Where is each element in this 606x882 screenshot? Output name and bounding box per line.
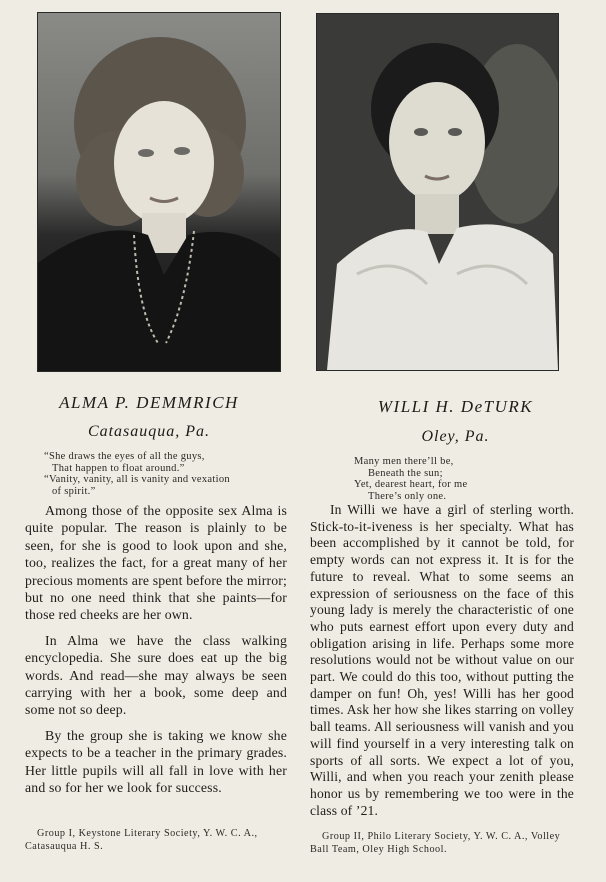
- biography: [25, 502, 287, 805]
- biography-paragraph: Among those of the opposite sex Alma is quite popular. The reason is plainly to be seen, for she is good to look upon and she, too, realizes the fact, for a great many of her precious moments are spent before the mirror; but no one need think that she paints—for those red cheeks are her own.: [25, 503, 287, 623]
- quote-line: “Vanity, vanity, all is vanity and vexation: [44, 474, 230, 485]
- hometown: Oley, Pa.: [421, 428, 490, 445]
- portrait-photo-alma: [37, 12, 281, 372]
- portrait-photo-willi: [316, 13, 559, 371]
- biography: [310, 502, 574, 827]
- quote-line: “She draws the eyes of all the guys,: [44, 451, 205, 462]
- activities-footnote: Group I, Keystone Literary Society, Y. W. C. A., Catasauqua H. S.: [25, 828, 258, 852]
- student-name: ALMA P. DEMMRICH: [59, 393, 239, 412]
- portrait-photo-icon: [317, 14, 558, 370]
- quote: [44, 451, 230, 497]
- quote-line: Beneath the sun;: [368, 467, 443, 479]
- student-name: WILLI H. DeTURK: [377, 397, 534, 416]
- quote-line: That happen to float around.”: [52, 462, 185, 474]
- biography-paragraph: By the group she is taking we know she expects to be a teacher in the primary grades. Her little pupils will all fall in love with her and so for her we look for success.: [25, 727, 287, 796]
- portrait-photo-icon: [38, 13, 280, 371]
- quote-line: Many men there’ll be,: [354, 456, 454, 467]
- hometown: Catasauqua, Pa.: [87, 423, 211, 440]
- quote: [354, 456, 467, 502]
- quote-line: There’s only one.: [368, 490, 447, 502]
- activities-footnote: Group II, Philo Literary Society, Y. W. C. A., Volley Ball Team, Oley High School.: [310, 831, 561, 855]
- biography-paragraph: In Willi we have a girl of sterling worth. Stick-to-it-iveness is her specialty. What has been accomplished by it cannot be told, for empty words can not express it. It is for the future to reveal. What to some seems an expression of seriousness on the face of this young lady is merely the characteristic of one who puts earnest effort upon every duty and obligation arising in life. Perhaps some more resolutions would not be without value on our part. We could do this too, without putting the damper on fun! Oh, yes! Willi has her good times. Ask her how she likes starring on volley ball teams. All seriousness will vanish and you will find yourself in a very interesting talk on sports of all sorts. We expect a lot of you, Willi, and when you reach your zenith please honor us by remembering we too were in the class of ’21.: [310, 502, 574, 818]
- quote-line: of spirit.”: [52, 485, 96, 497]
- quote-line: Yet, dearest heart, for me: [354, 479, 468, 490]
- biography-paragraph: In Alma we have the class walking encyclopedia. She sure does eat up the big words. And read—she may always be seen carrying with her a book, some deep and some not so deep.: [25, 632, 287, 718]
